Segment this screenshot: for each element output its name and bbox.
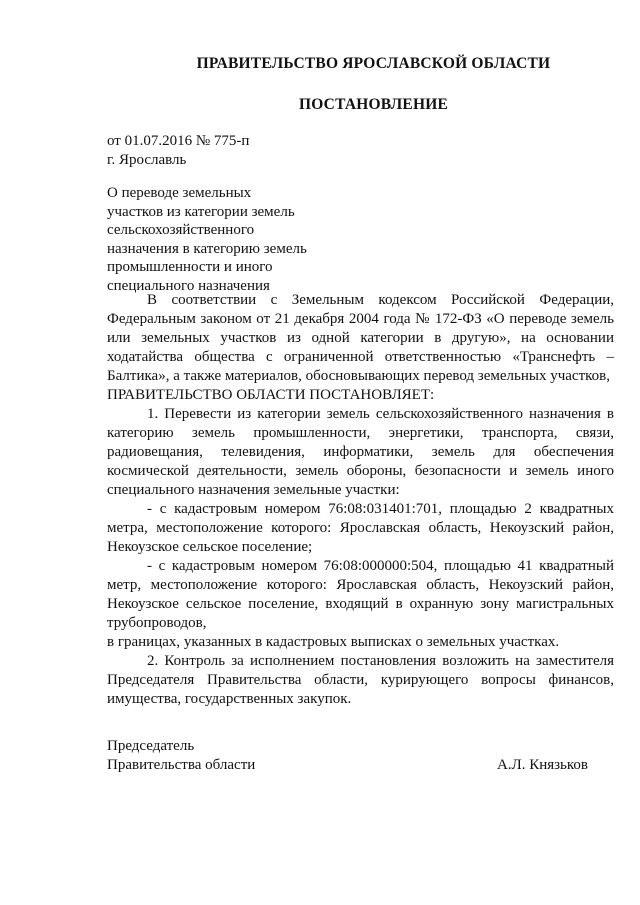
item-2-paragraph: 2. Контроль за исполнением постановления возложить на заместителя Председателя Правительства области, курирующего вопросы финансов, имущества, государственных закупок. xyxy=(107,653,614,707)
preamble-paragraph: В соответствии с Земельным кодексом Российской Федерации, Федеральным законом от 21 декабря 2004 года № 172-ФЗ «О переводе земель или земельных участков из одной категории в другую», на основании ходатайства общества с ограниченной ответственностью «Транснефть – Балтика», а также материалов, обосновывающих перевод земельных участков, xyxy=(107,292,614,384)
resolution-heading: ПРАВИТЕЛЬСТВО ОБЛАСТИ ПОСТАНОВЛЯЕТ: xyxy=(107,387,435,403)
subject-line: промышленности и иного xyxy=(107,259,273,275)
item-1-paragraph: 1. Перевести из категории земель сельскохозяйственного назначения в категорию земель промышленности, энергетики, транспорта, связи, радиовещания, телевидения, информатики, земель для обеспечения космической деятельности, земель обороны, безопасности и земель иного специального назначения земельные участки: xyxy=(107,406,614,498)
land-plot-1: - с кадастровым номером 76:08:031401:701, площадью 2 квадратных метра, местоположение которого: Ярославская область, Некоузский район, Некоузское сельское поселение; xyxy=(107,501,614,555)
subject-line: О переводе земельных xyxy=(107,185,252,201)
subject-line: участков из категории земель xyxy=(107,203,295,220)
signature-block xyxy=(107,737,614,775)
land-plot-2: - с кадастровым номером 76:08:000000:504, площадью 41 квадратный метр, местоположение которого: Ярославская область, Некоузский район, Некоузское сельское поселение, входящий в охранную зону магистральных трубопроводов, xyxy=(107,558,614,631)
subject-line: назначения в категорию земель xyxy=(107,240,307,257)
date-and-number: от 01.07.2016 № 775-п xyxy=(107,133,250,149)
document-meta xyxy=(107,132,507,170)
issuing-authority: ПРАВИТЕЛЬСТВО ЯРОСЛАВСКОЙ ОБЛАСТИ xyxy=(196,55,551,72)
boundaries-paragraph: в границах, указанных в кадастровых выписках о земельных участках. xyxy=(107,634,560,650)
signatory-title-line-1: Председатель xyxy=(107,738,195,754)
document-type-title: ПОСТАНОВЛЕНИЕ xyxy=(298,96,449,113)
document-subject xyxy=(107,184,347,295)
city-of-issue: г. Ярославль xyxy=(107,152,187,168)
subject-line: специального назначения xyxy=(107,277,270,294)
subject-line: сельскохозяйственного xyxy=(107,222,255,238)
signatory-title-line-2: Правительства области xyxy=(107,757,256,773)
signatory-name: А.Л. Князьков xyxy=(496,757,588,773)
document-body xyxy=(107,291,614,709)
